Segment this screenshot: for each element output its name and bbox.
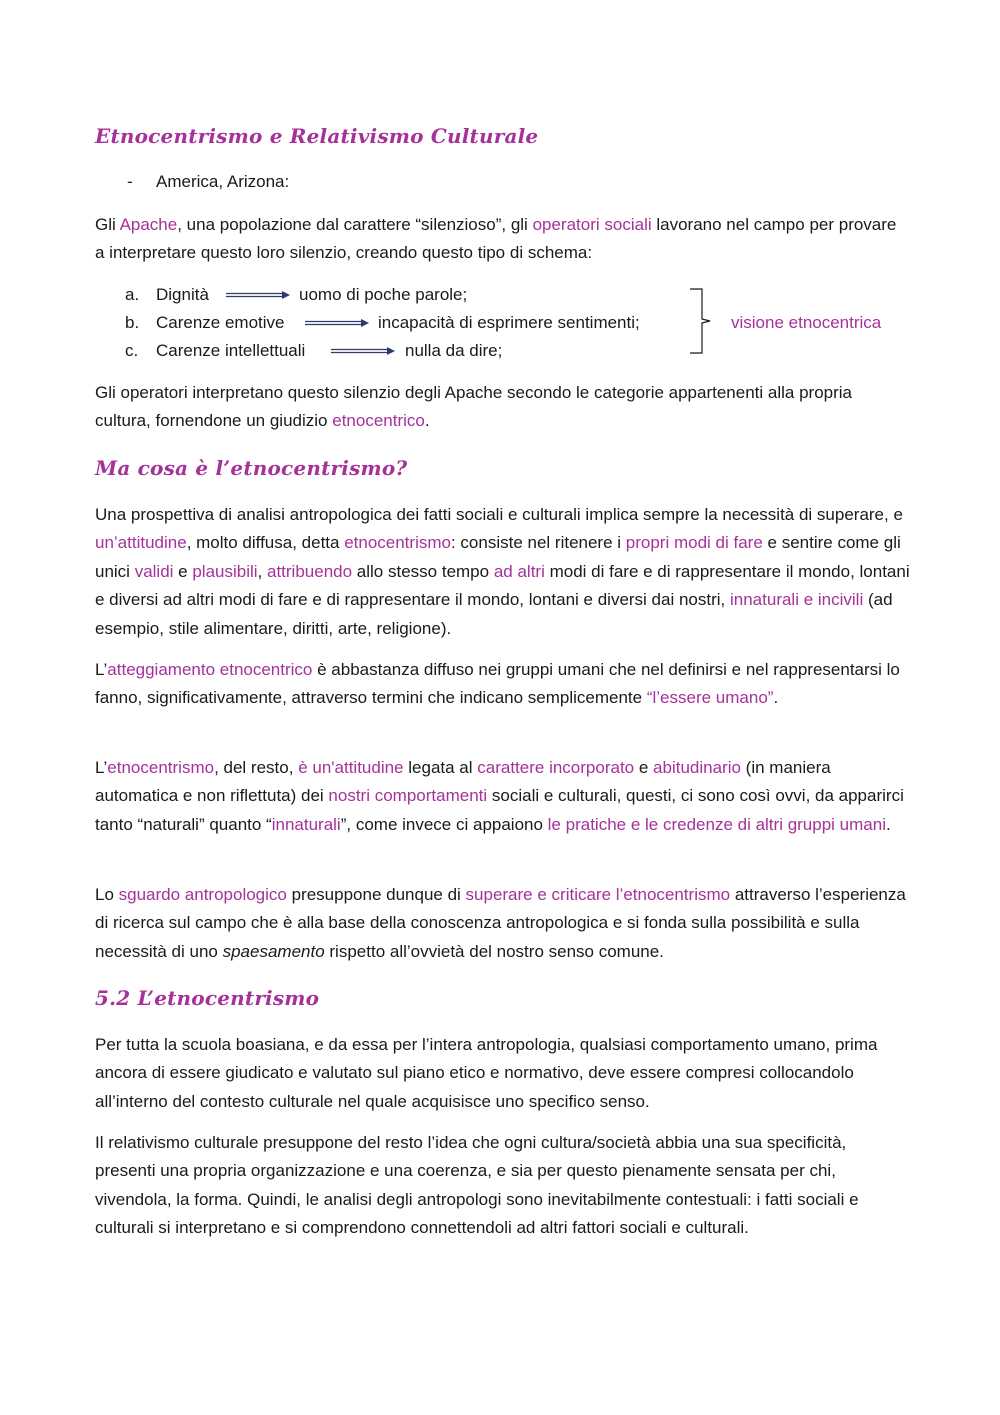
- paragraph-atteggiamento: L’atteggiamento etnocentrico è abbastanza diffuso nei gruppi umani che nel definirsi e nel rappresentarsi lo fanno, significativamente, attraverso termini che indicano semplicemente “l’essere umano”.: [95, 660, 900, 708]
- schema-label-carenze-emotive: Carenze emotive: [156, 313, 285, 332]
- highlight-etnocentrico: etnocentrico: [332, 411, 425, 431]
- schema-label-dignita: Dignità: [156, 285, 209, 304]
- paragraph-prospettiva: Una prospettiva di analisi antropologica dei fatti sociali e culturali implica sempre la necessità di superare, e un’attitudine, molto diffusa, detta etnocentrismo: consiste nel ritenere i propri modi di fare e sentire come gli unici validi e plausibili, attribuendo allo stesso tempo ad altri modi di fare e di rappresentare il mondo, lontani e diversi ad altri modi di fare e di rappresentare il mondo, lontani e diversi dai nostri, innaturali e incivili (ad esempio, stile alimentare, diritti, arte, religione).: [95, 505, 910, 638]
- bullet-text: America, Arizona:: [156, 172, 290, 191]
- paragraph-relativismo: Il relativismo culturale presuppone del resto l’idea che ogni cultura/società abbia una sua specificità, presenti una propria organizzazione e una coerenza, e sia per questo pienamente sensata per chi, vivendola, la forma. Quindi, le analisi degli antropologi sono inevitabilmente contestuali: i fatti sociali e culturali si interpretano e si comprendono connettendoli ad altri fattori sociali e culturali.: [95, 1133, 859, 1238]
- right-brace-icon: [688, 288, 716, 354]
- arrow-right-icon: [226, 291, 290, 299]
- schema-result-a: uomo di poche parole;: [299, 285, 468, 304]
- section-title-cosa-e-etnocentrismo: Ma cosa è l’etnocentrismo?: [95, 456, 408, 480]
- paragraph-apache: Gli Apache, una popolazione dal carattere “silenzioso”, gli operatori sociali lavorano nel campo per provare a interpretare questo loro silenzio, creando questo tipo di schema:: [95, 215, 897, 263]
- paragraph-scuola-boasiana: Per tutta la scuola boasiana, e da essa per l’intera antropologia, qualsiasi comportamento umano, prima ancora di essere giudicato e valutato sul piano etico e normativo, deve essere compresi collocandolo all’interno del contesto culturale nel quale acquisisce uno specifico senso.: [95, 1035, 878, 1111]
- paragraph-attitudine: L’etnocentrismo, del resto, è un'attitudine legata al carattere incorporato e abitudinario (in maniera automatica e non riflettuta) dei nostri comportamenti sociali e culturali, questi, ci sono così ovvi, da apparirci tanto “naturali” quanto “innaturali”, come invece ci appaiono le pratiche e le credenze di altri gruppi umani.: [95, 758, 904, 834]
- highlight-operatori-sociali: operatori sociali: [532, 215, 652, 234]
- schema-conclusion: visione etnocentrica: [731, 313, 882, 332]
- schema-result-c: nulla da dire;: [405, 341, 503, 360]
- paragraph-sguardo: Lo sguardo antropologico presuppone dunque di superare e criticare l’etnocentrismo attraverso l’esperienza di ricerca sul campo che è alla base della conoscenza antropologica e si fonda sulla possibilità e sulla necessità di uno spaesamento rispetto all’ovvietà del nostro senso comune.: [95, 885, 906, 961]
- schema-label-carenze-intellettuali: Carenze intellettuali: [156, 341, 306, 360]
- schema-result-b: incapacità di esprimere sentimenti;: [378, 313, 640, 332]
- schema-marker-a: a.: [125, 285, 140, 304]
- arrow-right-icon: [331, 347, 395, 355]
- highlight-apache: Apache: [119, 215, 178, 234]
- section-title-5-2: 5.2 L’etnocentrismo: [95, 986, 320, 1010]
- arrow-right-icon: [305, 319, 369, 327]
- schema-marker-c: c.: [125, 341, 139, 360]
- bullet-dash: -: [127, 172, 133, 191]
- paragraph-operatori: Gli operatori interpretano questo silenzio degli Apache secondo le categorie appartenenti alla propria cultura, fornendone un giudizio etnocentrico.: [95, 383, 852, 431]
- schema-marker-b: b.: [125, 313, 140, 332]
- section-title-etnocentrismo-relativismo: Etnocentrismo e Relativismo Culturale: [95, 124, 539, 148]
